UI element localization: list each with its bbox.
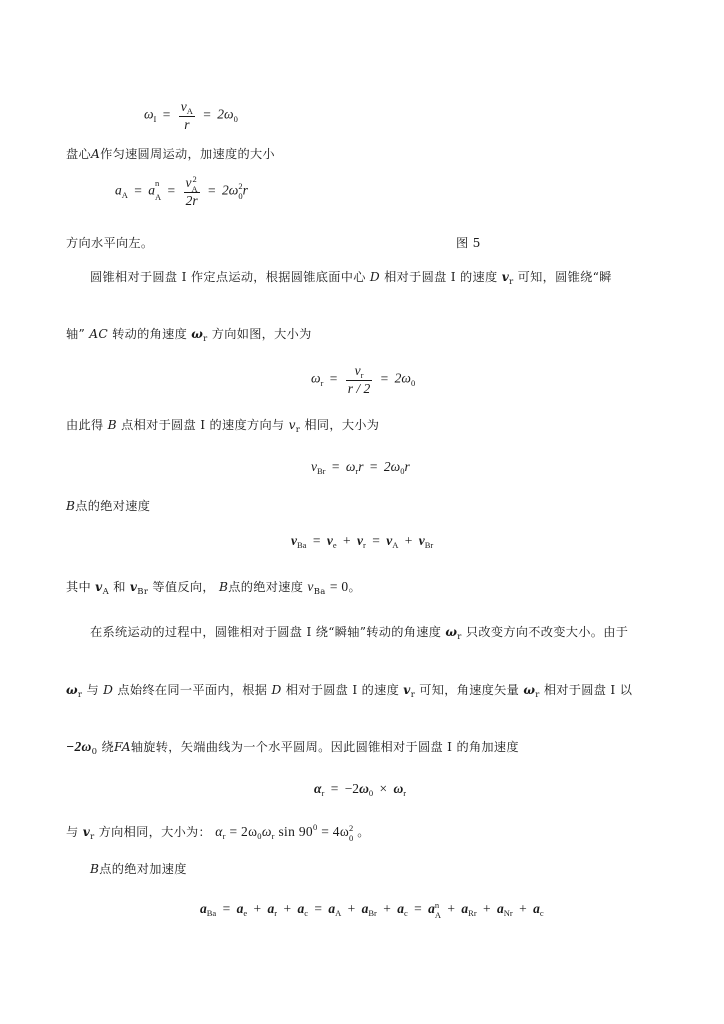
paragraph-B-absolute-acceleration: B点的绝对加速度: [90, 862, 187, 876]
equation-a-Ba: $a_{Ba} = a_e + a_r + a_c = a_A + a_{Br} + a_c = a$ n A + $a_{Rr} + a_{Nr} + a_c$: [200, 899, 544, 920]
figure-label: 图 5: [456, 236, 481, 250]
paragraph-vA-vBr: 其中 $v_A$ 和 $v_{Br}$ 等值反向， B点的绝对速度 $v_{Ba} = 0$。: [66, 579, 361, 597]
equation-omega-r: $\omega_r$ = $\frac{v_r}{r / 2}$ = $2\omega_0$: [311, 363, 416, 396]
equation-v-Br: $v_{Br} = \omega_rr = 2\omega_0r$: [311, 459, 410, 476]
equation-alpha-r: $\alpha_r = -2\omega_0 \times \omega_r$: [314, 781, 407, 798]
equation-a-A: $a_A = a$ n A = v 2 A 2r = 2ω 2 0 r: [115, 173, 248, 208]
paragraph-B-absolute-velocity: B点的绝对速度: [66, 499, 151, 513]
paragraph-alpha-magnitude: 与 $v_r$ 方向相同，大小为： $\alpha_r = 2\omega_0\omega_r$ $\sin 90^0 = 4\omega$ 2 0 。: [66, 822, 370, 843]
paragraph-B-velocity-direction: 由此得 B 点相对于圆盘 I 的速度方向与 $v_r$ 相同，大小为: [66, 418, 380, 435]
paragraph-omega-plane: $\omega_r$ 与 D 点始终在同一平面内，根据 D 相对于圆盘 I 的速度 $v_r$ 可知，角速度矢量 $\omega_r$ 相对于圆盘 I 以: [66, 683, 633, 700]
paragraph-axis-angular-velocity: 轴” AC 转动的角速度 $\omega_r$ 方向如图，大小为: [66, 327, 312, 344]
equation-v-Ba: $v_{Ba} = v_e + v_r = v_A + v_{Br}$: [291, 533, 434, 550]
equation-omega-I: $\omega_I$ = $\frac{v_A}{r}$ = $2\omega_0$: [144, 99, 238, 132]
paragraph-system-motion: 在系统运动的过程中，圆锥相对于圆盘 I 绕“瞬轴”转动的角速度 $\omega_r$ 只改变方向不改变大小。由于: [90, 625, 629, 642]
paragraph-FA-rotation: $-2\omega_0$ 绕FA轴旋转，矢端曲线为一个水平圆周。因此圆锥相对于圆盘 I 的角加速度: [66, 739, 519, 757]
paragraph-disc-center: 盘心A作匀速圆周运动，加速度的大小: [66, 147, 275, 161]
paragraph-cone-motion: 圆锥相对于圆盘 I 作定点运动，根据圆锥底面中心 D 相对于圆盘 I 的速度 $v_r$ 可知，圆锥绕“瞬: [90, 270, 612, 287]
fraction: v 2 A 2r: [185, 173, 198, 208]
fraction: $\frac{v_A}{r}$: [180, 99, 193, 132]
paragraph-direction: 方向水平向左。: [66, 236, 154, 250]
fraction: $\frac{v_r}{r / 2}$: [347, 363, 371, 396]
